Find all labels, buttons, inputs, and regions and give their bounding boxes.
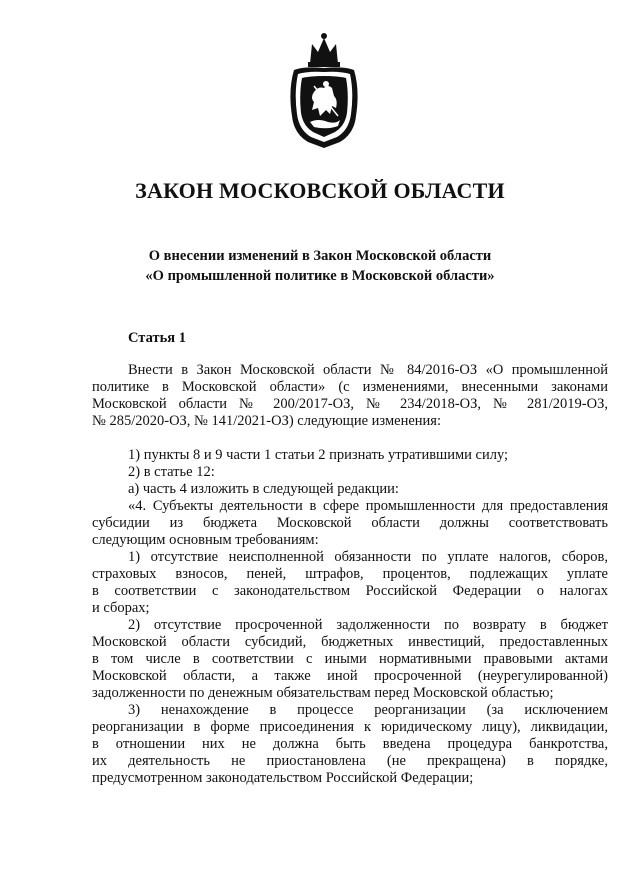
text-line: следующим основным требованиям:: [92, 532, 319, 548]
list-item: 2) в статье 12:: [128, 464, 215, 480]
text-line: в том числе в соответствии с иными нормативными правовыми актами: [92, 651, 608, 667]
text-line: реорганизации в форме присоединения к юридическому лицу), ликвидации,: [92, 719, 608, 735]
quote-paragraph: [92, 498, 608, 549]
text-line: «4. Субъекты деятельности в сфере промышленности для предоставления: [128, 498, 608, 514]
subtitle-line: «О промышленной политике в Московской области»: [145, 268, 495, 284]
coat-of-arms-icon: [284, 30, 364, 150]
text-line: их деятельность не приостановлена (не прекращена) в порядке,: [92, 753, 608, 769]
text-line: в соответствии с законодательством Российской Федерации о налогах: [92, 583, 608, 599]
requirement-3: [92, 702, 608, 787]
document-title: ЗАКОН МОСКОВСКОЙ ОБЛАСТИ: [135, 178, 505, 203]
text-line: 2) отсутствие просроченной задолженности по возврату в бюджет: [128, 617, 608, 633]
text-line: политике в Московской области» (с изменениями, внесенными законами: [92, 379, 608, 395]
text-line: № 285/2020-ОЗ, № 141/2021-ОЗ) следующие изменения:: [92, 413, 441, 429]
requirement-2: [92, 617, 608, 702]
document-subtitle: [0, 246, 640, 286]
text-line: задолженности по денежным обязательствам перед Московской областью;: [92, 685, 554, 701]
text-line: Московской области № 200/2017-ОЗ, № 234/2018-ОЗ, № 281/2019-ОЗ,: [92, 396, 608, 412]
text-line: субсидии из бюджета Московской области должны соответствовать: [92, 515, 608, 531]
document-body: [92, 362, 608, 787]
text-line: Московской области субсидий, бюджетных инвестиций, предоставленных: [92, 634, 608, 650]
requirement-1: [92, 549, 608, 617]
text-line: и сборах;: [92, 600, 150, 616]
list-item: 1) пункты 8 и 9 части 1 статьи 2 признать утратившими силу;: [128, 447, 509, 463]
text-line: Внести в Закон Московской области № 84/2016-ОЗ «О промышленной: [128, 362, 608, 378]
list-item: а) часть 4 изложить в следующей редакции:: [128, 481, 399, 497]
subtitle-line: О внесении изменений в Закон Московской области: [148, 248, 492, 264]
text-line: в отношении них не должна быть введена процедура банкротства,: [92, 736, 608, 752]
text-line: Московской области, а также иной просроченной (неурегулированной): [92, 668, 608, 684]
article-heading: Статья 1: [128, 330, 186, 346]
intro-paragraph: [92, 362, 608, 430]
text-line: страховых взносов, пеней, штрафов, процентов, подлежащих уплате: [92, 566, 608, 582]
text-line: 3) ненахождение в процессе реорганизации (за исключением: [128, 702, 608, 718]
text-line: предусмотренном законодательством Российской Федерации;: [92, 770, 474, 786]
text-line: 1) отсутствие неисполненной обязанности по уплате налогов, сборов,: [128, 549, 608, 565]
